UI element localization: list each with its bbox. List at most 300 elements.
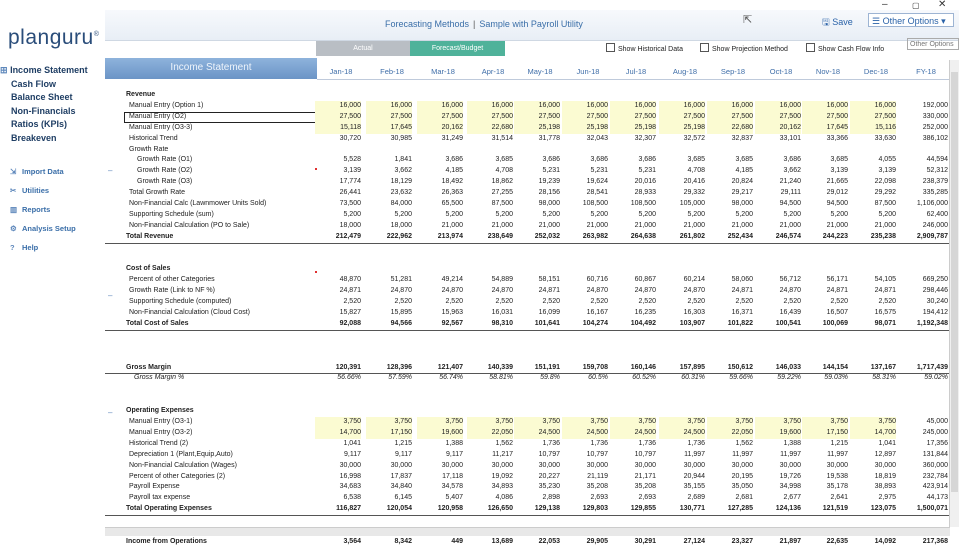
value-cell: 32,837 [731,134,753,142]
sidebar-import-data[interactable]: ⇲ Import Data [0,162,104,181]
collapse-icon[interactable]: – [108,166,113,175]
value-cell: 21,000 [779,221,801,229]
value-cell: 60.5% [588,374,608,382]
value-cell: 34,840 [390,483,412,491]
value-cell[interactable]: 27,500 [514,112,560,123]
value-cell: 3,686 [638,156,656,164]
value-cell[interactable]: 27,500 [707,112,753,123]
value-cell: 1,388 [445,439,463,447]
value-cell: 11,217 [492,450,513,458]
sidebar-item-non-financials[interactable]: Non-Financials [11,105,76,116]
row-label: Percent of other Categories (2) [129,472,226,480]
value-cell: 60.31% [681,374,705,382]
value-cell: 360,000 [922,461,948,469]
tab-forecast-budget[interactable]: Forecast/Budget [410,41,505,56]
value-cell: 16,507 [826,309,848,316]
value-cell: 30,000 [538,461,560,469]
value-cell: 5,231 [590,167,608,175]
sidebar-item-balance-sheet[interactable]: Balance Sheet [11,92,73,103]
value-cell: 104,274 [582,319,608,327]
value-cell: 5,200 [445,210,463,218]
value-cell: 87,500 [874,200,896,207]
row-label: Total Revenue [126,232,174,240]
value-cell: 3,686 [445,156,463,164]
table-row [105,406,950,417]
month-label: Feb-18 [380,67,404,76]
value-cell[interactable]: 22,050 [467,428,513,439]
value-cell: 28,156 [538,189,560,197]
value-cell[interactable]: 25,198 [514,123,560,134]
row-label: Depreciation 1 (Plant,Equip,Auto) [129,450,233,458]
chevron-down-icon: ▾ [941,16,946,26]
sidebar-help[interactable]: ? Help [0,238,104,257]
value-cell: 137,167 [870,363,896,371]
value-cell: 10,797 [634,450,656,458]
value-cell[interactable]: 3,750 [562,417,608,428]
value-cell[interactable]: 27,500 [755,112,801,123]
value-cell: 244,223 [822,232,848,240]
value-cell: 21,000 [586,221,608,229]
value-cell[interactable]: 24,500 [659,428,705,439]
month-label: Apr-18 [481,67,505,76]
value-cell: 2,520 [878,298,896,306]
value-cell: 21,000 [441,221,463,229]
value-cell: 24,870 [491,287,513,295]
value-cell[interactable]: 17,150 [366,428,412,439]
value-cell[interactable]: 25,198 [610,123,656,134]
month-label: FY-18 [916,67,936,76]
value-cell: 235,238 [870,232,896,240]
value-cell: 57.59% [388,374,412,382]
value-cell: 48,870 [339,276,361,284]
value-cell: 33,630 [874,134,896,142]
collapse-icon[interactable]: – [108,291,113,300]
value-cell[interactable]: 3,750 [802,417,848,428]
value-cell: 8,342 [394,537,412,545]
value-cell: 194,412 [922,309,948,316]
value-cell: 9,117 [395,450,412,458]
scroll-thumb[interactable] [951,72,958,492]
value-cell: 121,407 [437,363,463,371]
value-cell: 16,031 [491,309,513,316]
value-cell: 22,635 [826,537,848,545]
value-cell: 3,685 [687,156,705,164]
value-cell: 6,538 [343,494,361,502]
value-cell: 4,055 [878,156,896,164]
value-cell: 9,117 [344,450,361,458]
value-cell[interactable]: 3,750 [850,417,896,428]
sidebar-item-ratios[interactable]: Ratios (KPIs) [11,119,68,130]
value-cell: 3,685 [830,156,848,164]
value-cell: 2,520 [783,298,801,306]
value-cell: 13,689 [491,537,513,545]
value-cell[interactable]: 15,118 [315,123,361,134]
value-cell[interactable]: 3,750 [610,417,656,428]
table-row [105,297,950,308]
value-cell: 159,708 [582,363,608,371]
value-cell[interactable]: 27,500 [417,112,463,123]
value-cell: 1,215 [830,439,848,447]
value-cell: 2,520 [638,298,656,306]
value-cell[interactable]: 22,680 [707,123,753,134]
value-cell: 128,396 [386,363,412,371]
value-cell: 98,071 [874,319,896,327]
forecasting-methods-link[interactable]: Forecasting Methods [385,19,470,29]
value-cell: 5,200 [590,210,608,218]
value-cell: 17,774 [339,178,361,186]
value-cell[interactable]: 27,500 [562,112,608,123]
minimize-button[interactable]: – [882,0,888,10]
sidebar-item-income-statement[interactable]: ⊞ Income Statement [0,65,88,75]
value-cell: 2,641 [830,494,848,502]
value-cell: 20,944 [683,472,705,480]
value-cell: 213,974 [437,232,463,240]
value-cell: 19,092 [491,472,513,480]
value-cell: 3,686 [783,156,801,164]
value-cell: 10,797 [538,450,560,458]
value-cell[interactable]: 22,050 [707,428,753,439]
table-row [105,482,950,493]
value-cell[interactable]: 17,150 [802,428,848,439]
other-options-button[interactable]: ☰ Other Options ▾ [868,13,954,27]
row-label: Non-Financial Calculation (PO to Sale) [129,221,250,229]
table-row [105,439,950,450]
row-label: Income from Operations [126,537,207,545]
value-cell: 33,366 [826,134,848,142]
value-cell: 30,000 [779,461,801,469]
value-cell: 32,043 [586,134,608,142]
value-cell[interactable]: 16,000 [562,101,608,112]
value-cell[interactable]: 24,500 [562,428,608,439]
planguru-logo: planguru® [8,26,100,49]
value-cell[interactable]: 3,750 [366,417,412,428]
value-cell: 217,368 [922,537,948,545]
month-label: Oct-18 [769,67,793,76]
value-cell: 84,000 [390,200,412,207]
value-cell[interactable]: 45,000 [926,418,948,425]
sidebar [0,64,104,257]
value-cell[interactable]: 16,000 [755,101,801,112]
value-cell[interactable]: 19,600 [755,428,801,439]
value-cell: 103,907 [679,319,705,327]
value-cell[interactable]: 20,162 [755,123,801,134]
value-cell: 58.81% [489,374,513,382]
table-row [105,134,950,145]
value-cell: 30,000 [683,461,705,469]
value-cell: 52,312 [926,167,948,175]
value-cell: 4,708 [495,167,513,175]
value-cell: 30,000 [491,461,513,469]
row-label: Payroll tax expense [129,494,191,502]
value-cell: 21,897 [779,537,801,545]
value-cell[interactable]: 3,750 [707,417,753,428]
value-cell: 120,958 [437,505,463,513]
row-label: Gross Margin [126,363,172,371]
blank-row [105,341,950,352]
value-cell: 92,567 [441,319,463,327]
value-cell[interactable]: 27,500 [315,112,361,123]
close-button[interactable]: ✕ [938,0,947,10]
value-cell[interactable]: 27,500 [802,112,848,123]
value-cell: 2,520 [445,298,463,306]
value-cell: 5,200 [343,210,361,218]
table-row [105,155,950,166]
expand-icon: ⊞ [0,65,8,75]
value-cell: 94,500 [826,200,848,207]
value-cell[interactable]: 3,750 [315,417,361,428]
value-cell: 5,528 [343,156,361,164]
value-cell[interactable]: 16,000 [850,101,896,112]
value-cell: 2,693 [638,494,656,502]
value-cell: 24,870 [390,287,412,295]
value-cell: 19,239 [538,178,560,186]
value-cell: 3,662 [783,167,801,175]
value-cell: 6,145 [394,494,412,502]
month-label: Sep-18 [720,67,746,76]
table-row [105,210,950,221]
row-label: Growth Rate (O1) [137,156,193,164]
value-cell[interactable]: 16,000 [467,101,513,112]
value-cell: 54,889 [491,276,513,284]
value-cell[interactable]: 3,750 [659,417,705,428]
value-cell: 2,520 [590,298,608,306]
value-cell: 449 [451,537,463,545]
row-label: Supporting Schedule (sum) [129,210,214,218]
value-cell[interactable]: 16,000 [366,101,412,112]
value-cell[interactable]: 16,000 [417,101,463,112]
value-cell[interactable]: 19,600 [417,428,463,439]
value-cell: 126,650 [487,505,513,513]
show-projection-checkbox[interactable]: Show Projection Method [700,43,788,53]
value-cell: 87,500 [491,200,513,207]
sidebar-analysis-setup[interactable]: ⚙ Analysis Setup [0,219,104,238]
value-cell: 31,778 [538,134,560,142]
value-cell: 11,997 [827,450,848,458]
value-cell: 30,720 [339,134,361,142]
value-cell: 2,520 [687,298,705,306]
show-cashflow-checkbox[interactable]: Show Cash Flow Info [806,43,884,53]
value-cell: 5,231 [542,167,560,175]
value-cell: 131,844 [922,450,948,458]
value-cell: 298,446 [922,287,948,295]
value-cell: 21,665 [826,178,848,186]
value-cell[interactable]: 27,500 [659,112,705,123]
other-options-input[interactable]: Other Options [907,38,959,50]
value-cell: 1,106,000 [916,200,948,207]
table-row [105,417,950,428]
value-cell: 56,171 [826,276,848,284]
value-cell[interactable]: 16,000 [802,101,848,112]
month-label: May-18 [527,67,553,76]
value-cell: 14,092 [874,537,896,545]
value-cell: 21,000 [491,221,513,229]
value-cell: 20,416 [683,178,705,186]
sidebar-utilities[interactable]: ✂ Utilities [0,181,104,200]
value-cell: 60.52% [632,374,656,382]
value-cell: 29,292 [874,189,896,197]
row-label: Non-Financial Calculation (Wages) [129,461,237,469]
vertical-scrollbar[interactable] [949,60,959,527]
value-cell: 11,997 [732,450,753,458]
utilities-icon: ✂ [10,185,17,195]
table-row [105,177,950,188]
sidebar-reports[interactable]: ▥ Reports [0,200,104,219]
value-cell: 30,000 [339,461,361,469]
value-cell: 30,000 [390,461,412,469]
value-cell[interactable]: 252,000 [922,123,948,131]
table-row [105,308,950,319]
month-label: Jun-18 [576,67,600,76]
value-cell: 29,332 [683,189,705,197]
value-cell[interactable]: 16,000 [659,101,705,112]
value-cell[interactable]: 3,750 [755,417,801,428]
tab-actual[interactable]: Actual [316,41,410,56]
value-cell[interactable]: 20,162 [417,123,463,134]
value-cell: 120,391 [335,363,361,371]
collapse-icon[interactable]: – [108,408,113,417]
save-button[interactable]: 🖫 Save [822,17,853,27]
value-cell: 16,575 [874,309,896,316]
value-cell: 34,683 [339,483,361,491]
table-row [105,221,950,232]
value-cell[interactable]: 16,000 [707,101,753,112]
value-cell: 261,802 [679,232,705,240]
sidebar-item-breakeven[interactable]: Breakeven [11,132,57,143]
value-cell: 32,307 [634,134,656,142]
value-cell[interactable]: 3,750 [467,417,513,428]
value-cell[interactable]: 14,700 [315,428,361,439]
value-cell: 32,572 [683,134,705,142]
value-cell: 35,230 [538,483,560,491]
value-cell[interactable]: 27,500 [610,112,656,123]
value-cell: 120,054 [386,505,412,513]
value-cell: 16,099 [538,309,560,316]
month-label: Nov-18 [815,67,841,76]
value-cell[interactable]: 17,645 [366,123,412,134]
value-cell: 3,139 [830,167,848,175]
value-cell[interactable]: 16,000 [514,101,560,112]
value-cell[interactable]: 27,500 [850,112,896,123]
value-cell: 20,016 [634,178,656,186]
value-cell: 98,000 [731,200,753,207]
value-cell[interactable]: 192,000 [922,101,948,109]
value-cell[interactable]: 14,700 [850,428,896,439]
row-label: Growth Rate [129,145,169,153]
value-cell: 1,736 [638,439,656,447]
maximize-button[interactable]: ▢ [912,1,920,10]
value-cell: 24,870 [683,287,705,295]
value-cell[interactable]: 3,750 [514,417,560,428]
value-cell: 30,000 [731,461,753,469]
value-cell: 1,192,348 [916,319,948,327]
value-cell: 1,215 [394,439,412,447]
value-cell: 30,000 [586,461,608,469]
value-cell[interactable]: 3,750 [417,417,463,428]
value-cell: 54,105 [874,276,896,284]
value-cell: 22,053 [538,537,560,545]
value-cell[interactable]: 15,116 [850,123,896,134]
value-cell[interactable]: 17,645 [802,123,848,134]
value-cell[interactable]: 27,500 [467,112,513,123]
blank-row [105,395,950,406]
value-cell[interactable]: 27,500 [366,112,412,123]
value-cell[interactable]: 25,198 [659,123,705,134]
value-cell: 21,000 [538,221,560,229]
selected-cell-outline[interactable] [124,112,318,123]
value-cell[interactable]: 330,000 [922,112,948,120]
month-label: Mar-18 [431,67,455,76]
value-cell: 30,000 [441,461,463,469]
value-cell: 44,173 [926,494,948,502]
row-label: Payroll Expense [129,483,180,491]
sidebar-item-cash-flow[interactable]: Cash Flow [11,78,57,89]
row-label: Total Growth Rate [129,189,186,197]
value-cell: 2,975 [878,494,896,502]
value-cell[interactable]: 24,500 [514,428,560,439]
row-label: Non-Financial Calc (Lawnmower Units Sold) [129,200,267,207]
value-cell: 123,075 [870,505,896,513]
table-row [105,264,950,275]
value-cell: 2,520 [495,298,513,306]
value-cell[interactable]: 245,000 [922,428,948,436]
value-cell: 3,564 [343,537,361,545]
title-links: Forecasting Methods | Sample with Payroll Utility [385,19,583,29]
value-cell: 1,736 [687,439,705,447]
value-cell: 3,685 [495,156,513,164]
row-label: Total Cost of Sales [126,319,189,327]
value-cell: 18,129 [390,178,412,186]
value-cell: 101,641 [534,319,560,327]
file-name-link[interactable]: Sample with Payroll Utility [479,19,583,29]
value-cell[interactable]: 16,000 [315,101,361,112]
value-cell[interactable]: 16,000 [610,101,656,112]
value-cell: 124,136 [775,505,801,513]
value-cell: 59.8% [540,374,560,382]
value-cell[interactable]: 24,500 [610,428,656,439]
value-cell: 5,200 [878,210,896,218]
value-cell[interactable]: 25,198 [562,123,608,134]
value-cell: 62,400 [926,210,948,218]
value-cell: 1,041 [878,439,896,447]
value-cell: 2,909,787 [916,232,948,240]
table-row [105,493,950,504]
value-cell: 16,371 [731,309,753,316]
row-label: Manual Entry (O3-3) [129,123,193,131]
value-cell: 21,119 [587,472,608,480]
value-cell: 130,771 [679,505,705,513]
table-row [105,428,950,439]
row-label: Manual Entry (O3-2) [129,428,193,436]
value-cell: 146,033 [775,363,801,371]
value-cell: 1,736 [590,439,608,447]
value-cell: 21,000 [683,221,705,229]
value-cell: 34,578 [441,483,463,491]
value-cell: 11,997 [684,450,705,458]
value-cell: 24,871 [826,287,848,295]
value-cell: 238,649 [487,232,513,240]
value-cell: 73,500 [339,200,361,207]
value-cell: 34,998 [779,483,801,491]
show-historical-checkbox[interactable]: Show Historical Data [606,43,683,53]
value-cell: 18,862 [491,178,513,186]
value-cell: 26,441 [339,189,361,197]
table-row [105,461,950,472]
blank-row [105,243,950,254]
blank-row [105,352,950,363]
value-cell: 4,708 [687,167,705,175]
value-cell[interactable]: 22,680 [467,123,513,134]
value-cell: 60,867 [634,276,656,284]
